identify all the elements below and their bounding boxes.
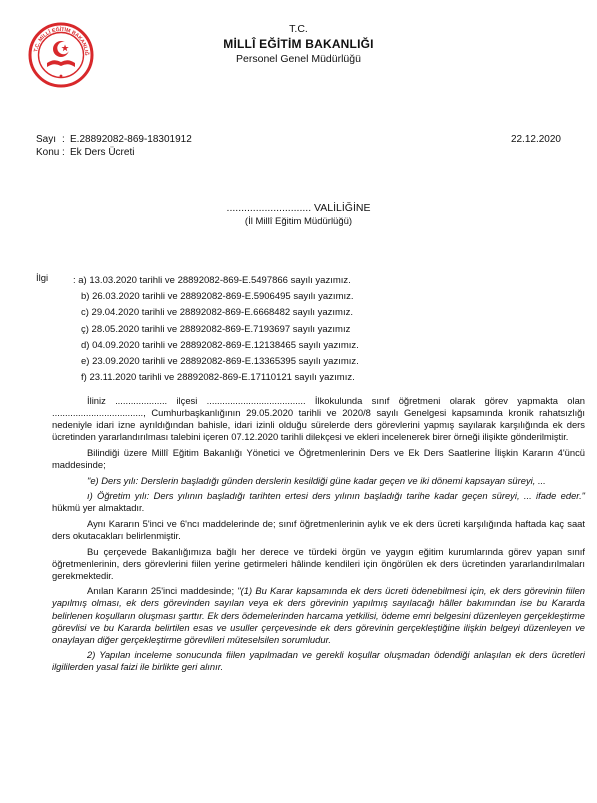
body-paragraph — [52, 585, 585, 645]
sayi-row: Sayı : E.28892082-869-18301912 — [36, 134, 192, 145]
quote-paragraph — [52, 490, 585, 514]
konu-label: Konu — [36, 147, 60, 158]
article-intro: Anılan Kararın 25'inci maddesinde; — [87, 585, 238, 597]
addressee-line2: (İl Millî Eğitim Müdürlüğü) — [244, 216, 353, 227]
reference-items — [73, 273, 359, 386]
letter-header — [0, 22, 597, 66]
reference-item: ç) 28.05.2020 tarihli ve 28892082-869-E.7193697 sayılı yazımız — [81, 323, 351, 335]
addressee — [0, 201, 597, 228]
reference-item: f) 23.11.2020 tarihli ve 28892082-869-E.17110121 sayılı yazımız. — [81, 372, 355, 384]
letter-meta — [36, 133, 561, 159]
letter-date: 22.12.2020 — [510, 134, 561, 145]
country-label: T.C. — [289, 23, 308, 35]
body-paragraph: İliniz .................... ilçesi ...................................... İlkokulunda sınıf öğretmeni olarak görev yapmakta olan ..................................., Cumhurbaşkanlığının 29.05.2020 tarihli ve 2020/8 sayılı Genelgesi kapsamında kronik rahatsızlığı nedeniyle idari izne ayrıldığından bahisle, idari izinli olduğu sürelerde ders görevlerini yapmış sayılarak karşılığında ek ders ücretinden yararlandırılması talebini içeren 07.12.2020 tarihli dilekçesi ve ekleri incelenerek birer örneği ilişikte gönderilmiştir. — [52, 395, 585, 443]
letter-body — [52, 395, 585, 673]
body-paragraph: Bilindiği üzere Millî Eğitim Bakanlığı Yönetici ve Öğretmenlerinin Ders ve Ek Ders Saatlerine İlişkin Kararın 4'üncü maddesinde; — [52, 446, 585, 470]
sayi-value: E.28892082-869-18301912 — [70, 134, 192, 145]
reference-item: e) 23.09.2020 tarihli ve 28892082-869-E.13365395 sayılı yazımız. — [81, 355, 359, 367]
konu-row: Konu : Ek Ders Ücreti — [36, 147, 135, 158]
reference-item: b) 26.03.2020 tarihli ve 28892082-869-E.5906495 sayılı yazımız. — [81, 291, 354, 303]
quote-text: ı) Öğretim yılı: Ders yılının başladığı tarihten ertesi ders yılının başladığı tarihe kadar geçen süreyi, ... ifade eder." — [87, 490, 585, 502]
ministry-name: MİLLÎ EĞİTİM BAKANLIĞI — [223, 37, 374, 51]
ilgi-label: İlgi — [36, 273, 49, 284]
department-name: Personel Genel Müdürlüğü — [236, 53, 361, 65]
seal-text: T.C. MİLLÎ EĞİTİM BAKANLIĞ — [33, 26, 90, 56]
article-quote: "(1) Bu Karar kapsamında ek ders ücreti ödenebilmesi için, ek ders görevinin fiilen yapılmış olması, ek ders görevinden sayılan veya ek ders görevinin yapılmış sayılacağı hâller bakımından ise bu Kararda belirlenen koşulların oluşması şarttır. Ek ders ödemelerinden harcama yetkilisi, ödeme emri belgesini düzenleyen gerçekleştirme görevlisi ve bu Kararda belirtilen esas ve usuller çerçevesinde ek ders görevinin gerçekleştiğine ilişkin belgeyi düzenleyen ve onaylayan diğer gerçekleştirme görevlileri müteselsilen sorumludur. — [52, 585, 585, 645]
reference-item: c) 29.04.2020 tarihli ve 28892082-869-E.6668482 sayılı yazımız. — [81, 307, 353, 319]
quote-suffix: hükmü yer almaktadır. — [52, 502, 145, 514]
addressee-line1: ............................. VALİLİĞİNE — [226, 202, 371, 214]
sayi-label: Sayı — [36, 134, 57, 145]
reference-item: d) 04.09.2020 tarihli ve 28892082-869-E.12138465 sayılı yazımız. — [81, 339, 359, 351]
body-paragraph: Aynı Kararın 5'inci ve 6'ncı maddelerinde de; sınıf öğretmenlerinin aylık ve ek ders ücreti karşılığında haftada kaç saat ders okutacakları belirlenmiştir. — [52, 517, 585, 541]
konu-value: Ek Ders Ücreti — [70, 147, 135, 158]
quote-paragraph: "e) Ders yılı: Derslerin başladığı günden derslerin kesildiği güne kadar geçen ve iki dönemi kapsayan süreyi, ... — [87, 474, 546, 486]
body-paragraph: Bu çerçevede Bakanlığımıza bağlı her derece ve türdeki örgün ve yaygın eğitim kurumlarında görev yapan sınıf öğretmenlerinin, ders görevlerini fiilen yerine getirmeleri hâlinde kendileri için öngörülen ek ders ücretinden yararlandırılmaları gerekmektedir. — [52, 545, 585, 581]
quote-paragraph: 2) Yapılan inceleme sonucunda fiilen yapılmadan ve gerekli koşullar oluşmadan ödendiği anlaşılan ek ders ücretleri ilgililerden yasal faizi ile birlikte geri alınır. — [52, 649, 585, 673]
reference-item: : a) 13.03.2020 tarihli ve 28892082-869-E.5497866 sayılı yazımız. — [73, 275, 351, 286]
